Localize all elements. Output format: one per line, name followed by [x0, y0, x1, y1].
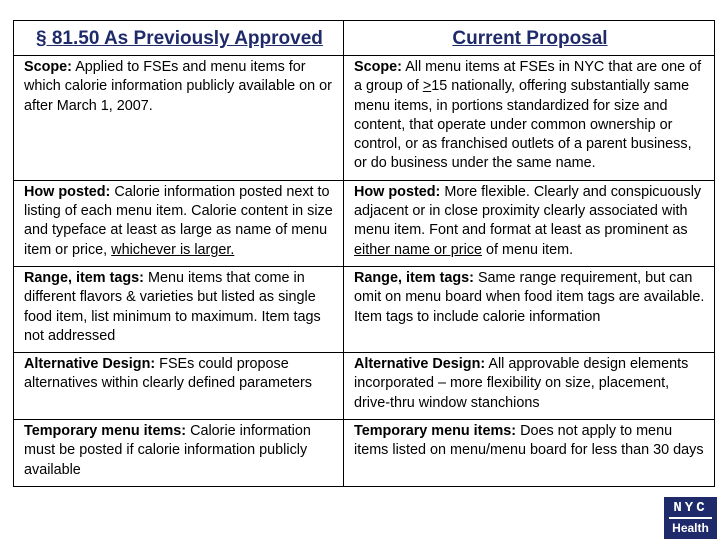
cell-text: All menu items at FSEs in NYC that are one of a group of [354, 59, 702, 95]
cell-text: Same range requirement, but can omit on menu board when food item tags are available. Item tags to include calorie information [354, 269, 705, 325]
cell-text: Does not apply to menu items listed on menu/menu board for less than 30 days [354, 423, 704, 459]
table-row-alternative-design [14, 353, 715, 420]
nyc-health-logo [664, 497, 717, 539]
greater-equal-symbol: > [422, 78, 432, 95]
header-row [14, 21, 715, 56]
row-label: Temporary menu items: [24, 423, 187, 440]
table-row-how-posted [14, 180, 715, 266]
cell-range-current [344, 266, 715, 352]
row-label: Range, item tags: [354, 269, 474, 286]
row-label: How posted: [354, 183, 441, 200]
cell-temporary-current [344, 420, 715, 487]
cell-text: 15 nationally, offering substantially same menu items, in portions standardized for size and content, that operate under common ownership or control, or as franchised outlets of a parent business, or do business under the same name. [354, 78, 692, 172]
table-row-temporary-menu-items [14, 420, 715, 487]
cell-scope-previous [14, 56, 344, 181]
cell-alt-design-current [344, 353, 715, 420]
table-row-range-item-tags [14, 266, 715, 352]
row-label: Temporary menu items: [354, 423, 517, 440]
logo-nyc-text: NYC [673, 500, 708, 516]
cell-range-previous [14, 266, 344, 352]
row-label: Range, item tags: [24, 269, 144, 286]
cell-temporary-previous [14, 420, 344, 487]
cell-text: Calorie information posted next to listing of each menu item. Calorie content in size and typeface at least as large as name of menu item or price, [24, 183, 333, 258]
header-current-proposal: Current Proposal [344, 21, 715, 56]
cell-text: Menu items that come in different flavors & varieties but listed as single food item, list minimum to maximum. Item tags not addressed [24, 269, 321, 344]
row-label: Scope: [354, 59, 402, 75]
cell-text: Calorie information must be posted if calorie information publicly available [24, 423, 311, 478]
header-previously-approved: § 81.50 As Previously Approved [14, 21, 344, 56]
cell-text: All approvable design elements incorporated – more flexibility on size, placement, drive-thru window stanchions [354, 356, 689, 411]
table-row-scope [14, 56, 715, 181]
row-label: How posted: [24, 183, 111, 200]
cell-text: More flexible. Clearly and conspicuously adjacent or in close proximity clearly associated with menu item. Font and format at least as prominent as [354, 183, 702, 239]
row-label: Alternative Design: [24, 356, 156, 373]
row-label: Scope: [24, 59, 72, 75]
underlined-text: whichever is larger. [111, 241, 235, 258]
cell-text: of menu item. [481, 241, 574, 258]
row-label: Alternative Design: [354, 356, 486, 373]
logo-divider [669, 517, 712, 519]
underlined-text: either name or price [354, 241, 482, 258]
cell-text: FSEs could propose alternatives within clearly defined parameters [24, 356, 312, 392]
cell-how-posted-current [344, 180, 715, 266]
comparison-table [13, 20, 715, 487]
cell-text: Applied to FSEs and menu items for which calorie information publicly available on or after March 1, 2007. [24, 59, 332, 114]
cell-alt-design-previous [14, 353, 344, 420]
cell-how-posted-previous [14, 180, 344, 266]
logo-health-text: Health [672, 521, 709, 535]
cell-scope-current [344, 56, 715, 181]
